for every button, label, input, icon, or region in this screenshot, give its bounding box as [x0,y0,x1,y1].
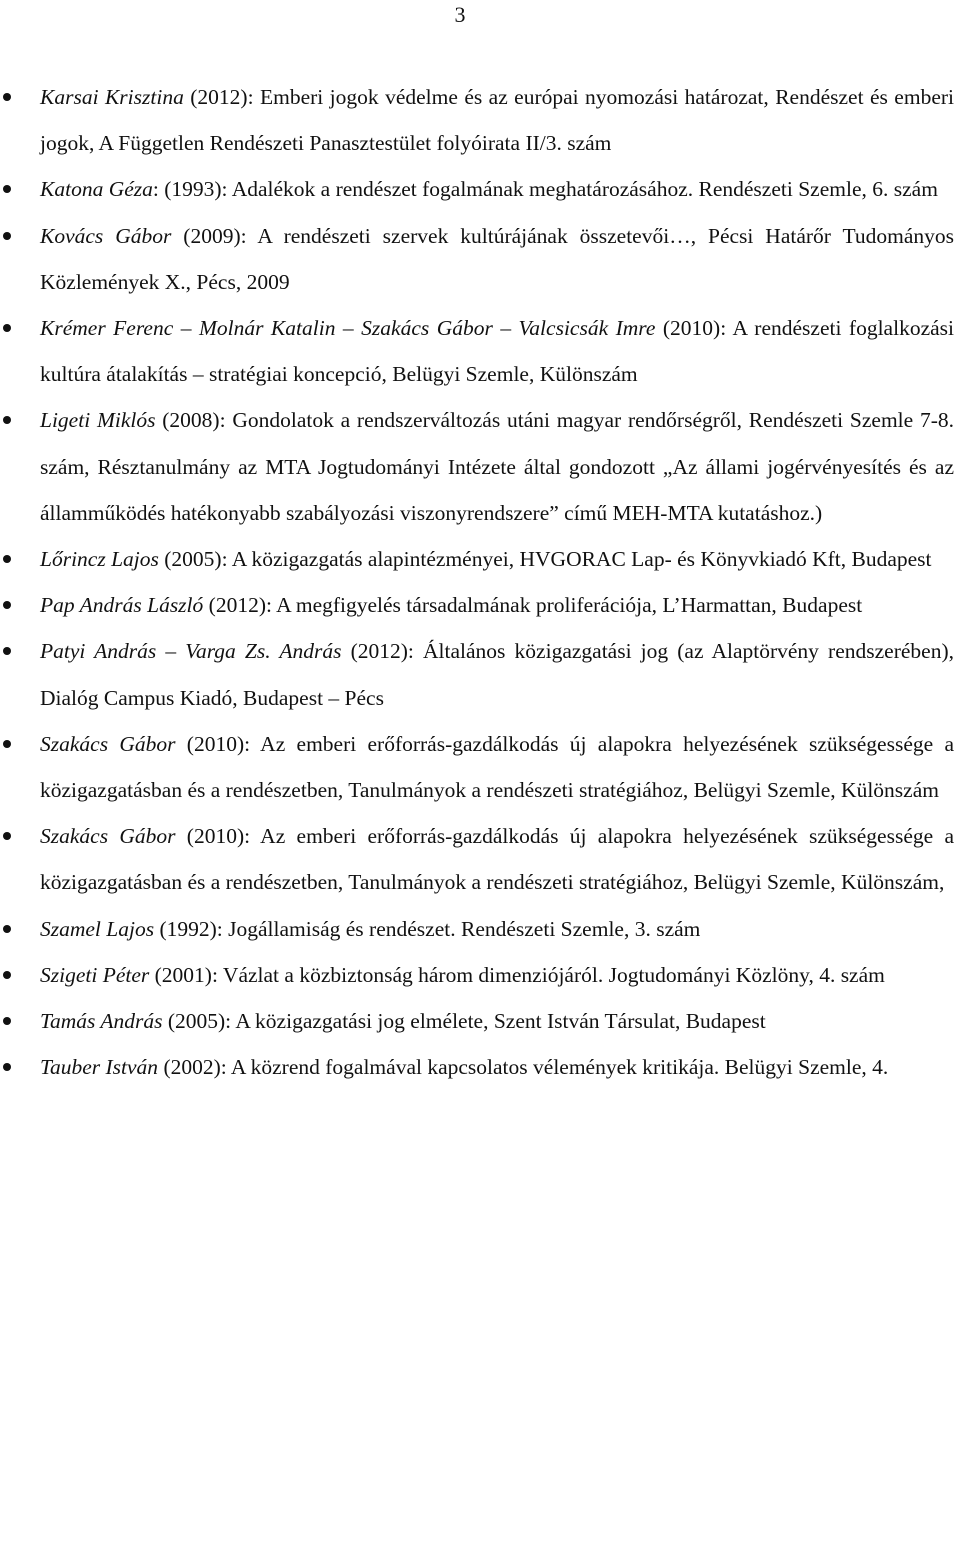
reference-list [0,74,960,1090]
reference-author: Ligeti Miklós [40,408,156,433]
reference-text: (2012): A megfigyelés társadalmának proliferációja, L’Harmattan, Budapest [203,593,863,618]
reference-text: (2012): Általános közigazgatási jog (az Alaptörvény rendszerében), Dialóg Campus Kiadó, Budapest – Pécs [40,639,954,710]
reference-text: (2008): Gondolatok a rendszerváltozás utáni magyar rendőrségről, Rendészeti Szemle 7-8. szám, Résztanulmány az MTA Jogtudományi Intézete által gondozott „Az állami jogérvényesítés és az államműködés hatékonyabb szabályozási viszonyrendszere” című MEH-MTA kutatáshoz.) [40,408,954,525]
reference-item [0,582,960,628]
bullet-icon [3,93,11,101]
reference-item [0,906,960,952]
reference-item [0,166,960,212]
reference-author: Szamel Lajos [40,916,155,941]
reference-item [0,813,960,905]
reference-author: Szigeti Péter [40,962,150,987]
reference-author: Tamás András [40,1009,163,1034]
bullet-icon [3,555,11,563]
bullet-icon [3,971,11,979]
reference-item [0,74,960,166]
reference-item [0,721,960,813]
reference-author: Lőrincz Lajos [40,547,159,572]
reference-author: Katona Géza [40,177,153,202]
reference-text: (1992): Jogállamiság és rendészet. Rendészeti Szemle, 3. szám [154,916,701,941]
reference-author: Kovács Gábor [40,223,172,248]
reference-item [0,1044,960,1090]
bullet-icon [3,1063,11,1071]
reference-text: : (1993): Adalékok a rendészet fogalmának meghatározásához. Rendészeti Szemle, 6. szám [152,177,938,202]
bullet-icon [3,416,11,424]
bullet-icon [3,925,11,933]
bullet-icon [3,232,11,240]
reference-text: (2005): A közigazgatási jog elmélete, Szent István Társulat, Budapest [162,1009,766,1034]
reference-author: Pap András László [40,593,204,618]
bullet-icon [3,185,11,193]
reference-author: Krémer Ferenc – Molnár Katalin – Szakács Gábor – Valcsicsák Imre [40,316,656,341]
reference-text: (2010): Az emberi erőforrás-gazdálkodás új alapokra helyezésének szükségessége a közigazgatásban és a rendészetben, Tanulmányok a rendészeti stratégiához, Belügyi Szemle, Különszám, [40,824,954,895]
reference-item [0,397,960,536]
bullet-icon [3,601,11,609]
bullet-icon [3,740,11,748]
reference-item [0,536,960,582]
reference-item [0,952,960,998]
reference-item [0,213,960,305]
reference-author: Szakács Gábor [40,824,176,849]
bullet-icon [3,324,11,332]
bullet-icon [3,1017,11,1025]
reference-item [0,305,960,397]
reference-text: (2009): A rendészeti szervek kultúrájának összetevői…, Pécsi Határőr Tudományos Közlemények X., Pécs, 2009 [40,223,954,294]
reference-text: (2010): Az emberi erőforrás-gazdálkodás új alapokra helyezésének szükségessége a közigazgatásban és a rendészetben, Tanulmányok a rendészeti stratégiához, Belügyi Szemle, Különszám [40,731,954,803]
reference-item [0,628,960,720]
reference-text: (2010): A rendészeti foglalkozási kultúra átalakítás – stratégiai koncepció, Belügyi Szemle, Különszám [40,316,954,387]
page-number: 3 [454,2,466,27]
reference-author: Tauber István [40,1055,159,1080]
reference-text: (2002): A közrend fogalmával kapcsolatos vélemények kritikája. Belügyi Szemle, 4. [158,1055,889,1080]
bullet-icon [3,647,11,655]
reference-author: Patyi András – Varga Zs. András [40,639,342,664]
bullet-icon [3,832,11,840]
reference-author: Szakács Gábor [40,731,176,756]
reference-item [0,998,960,1044]
reference-text: (2012): Emberi jogok védelme és az európai nyomozási határozat, Rendészet és emberi jogok, A Független Rendészeti Panasztestület folyóirata II/3. szám [40,85,954,156]
reference-author: Karsai Krisztina [40,85,184,109]
reference-text: (2005): A közigazgatás alapintézményei, HVGORAC Lap- és Könyvkiadó Kft, Budapest [158,547,932,572]
reference-text: (2001): Vázlat a közbiztonság három dimenziójáról. Jogtudományi Közlöny, 4. szám [149,962,885,987]
